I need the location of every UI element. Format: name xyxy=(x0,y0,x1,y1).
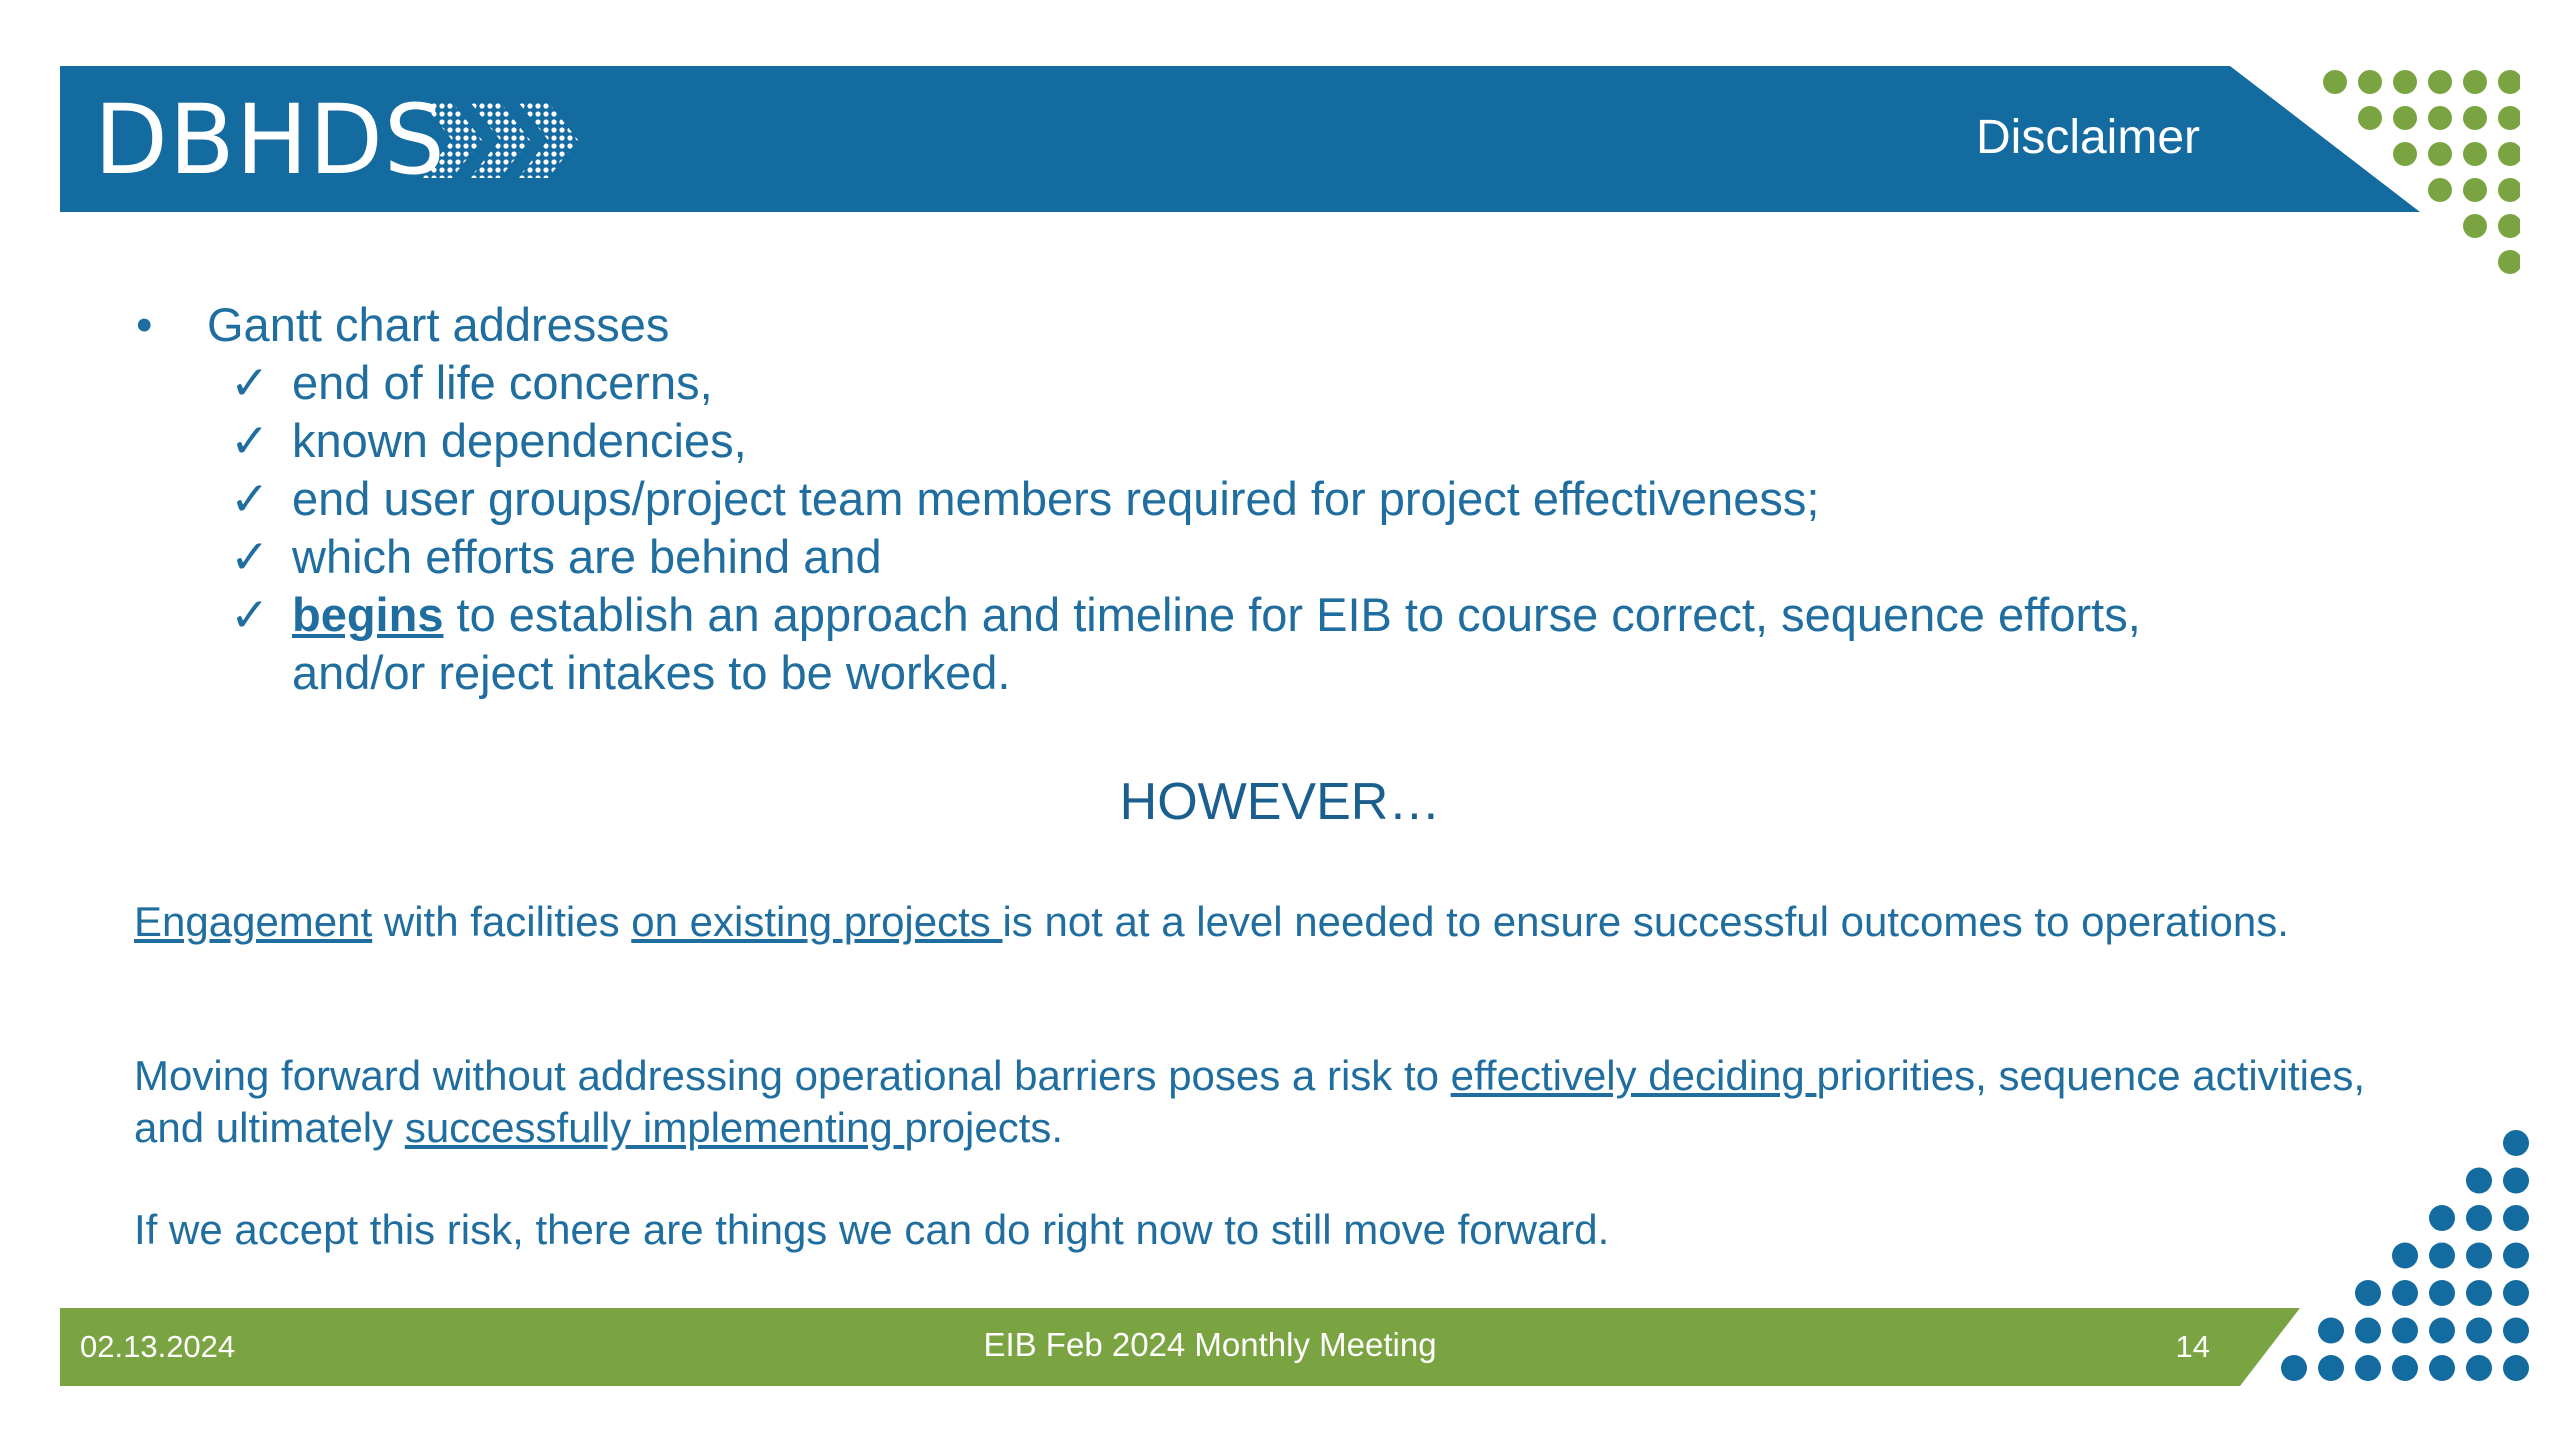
decorative-dot xyxy=(2355,1355,2381,1381)
decorative-dot xyxy=(2466,1168,2492,1194)
underlined-effectively-deciding: effectively deciding xyxy=(1450,1052,1817,1099)
check-text: to establish an approach and timeline for EIB to course correct, sequence efforts, xyxy=(443,588,2141,641)
slide-title: Disclaimer xyxy=(1975,111,2200,164)
check-item xyxy=(230,412,2332,470)
check-item xyxy=(230,470,2332,528)
decorative-dot xyxy=(2498,106,2520,130)
para-text: with facilities xyxy=(372,898,632,945)
decorative-dot xyxy=(2428,142,2452,166)
decorative-dot xyxy=(2503,1355,2529,1381)
decorative-dot xyxy=(2323,70,2347,94)
para-text: projects. xyxy=(904,1104,1064,1151)
check-list xyxy=(132,354,2332,702)
decorative-dot xyxy=(2498,214,2520,238)
decorative-dot xyxy=(2463,142,2487,166)
emphasis-begins: begins xyxy=(292,588,444,641)
decorative-dot xyxy=(2503,1168,2529,1194)
decorative-dot xyxy=(2429,1280,2455,1306)
decorative-dot xyxy=(2358,106,2382,130)
decorative-dot xyxy=(2503,1130,2529,1156)
decorative-dot xyxy=(2392,1280,2418,1306)
check-item xyxy=(230,354,2332,412)
decorative-dot xyxy=(2355,1318,2381,1344)
paragraph-engagement xyxy=(134,896,2384,948)
para-text: priorities, sequence activities, and ultimately xyxy=(134,1052,2366,1151)
checkmark-icon: ✓ xyxy=(230,356,270,409)
decorative-dot xyxy=(2393,106,2417,130)
decorative-dot xyxy=(2503,1318,2529,1344)
decorative-dot xyxy=(2429,1205,2455,1231)
para-text: is not at a level needed to ensure successful outcomes to operations. xyxy=(1002,898,2289,945)
underlined-successfully-implementing: successfully implementing xyxy=(404,1104,905,1151)
decorative-dot xyxy=(2463,214,2487,238)
logo-text: DBHDS xyxy=(94,84,446,196)
footer-date: 02.13.2024 xyxy=(80,1329,236,1364)
decorative-dot xyxy=(2463,106,2487,130)
paragraph-risk xyxy=(134,1050,2384,1154)
checkmark-icon: ✓ xyxy=(230,414,270,467)
paragraph-accept-risk: If we accept this risk, there are things we can do right now to still move forward. xyxy=(134,1206,1610,1253)
decorative-dot xyxy=(2429,1318,2455,1344)
decorative-green-dots xyxy=(2280,60,2520,280)
decorative-dot xyxy=(2466,1280,2492,1306)
decorative-dot xyxy=(2466,1243,2492,1269)
decorative-dot xyxy=(2318,1355,2344,1381)
decorative-dot xyxy=(2393,142,2417,166)
decorative-dot xyxy=(2498,142,2520,166)
decorative-dot xyxy=(2428,106,2452,130)
decorative-dot xyxy=(2355,1280,2381,1306)
decorative-dot xyxy=(2503,1243,2529,1269)
decorative-dot xyxy=(2281,1355,2307,1381)
decorative-dot xyxy=(2498,70,2520,94)
bullet-item xyxy=(132,296,2332,354)
check-text: end user groups/project team members required for project effectiveness; xyxy=(292,472,1820,525)
checkmark-icon: ✓ xyxy=(230,472,270,525)
footer-meeting-title: EIB Feb 2024 Monthly Meeting xyxy=(983,1326,1437,1363)
chevron-arrows-icon xyxy=(422,102,582,178)
check-item xyxy=(230,528,2332,586)
check-text-continued: and/or reject intakes to be worked. xyxy=(292,646,1011,699)
decorative-dot xyxy=(2318,1318,2344,1344)
decorative-blue-dots xyxy=(2250,1125,2540,1390)
decorative-dot xyxy=(2392,1243,2418,1269)
decorative-dot xyxy=(2466,1355,2492,1381)
decorative-dot xyxy=(2429,1243,2455,1269)
checkmark-icon: ✓ xyxy=(230,530,270,583)
decorative-dot xyxy=(2358,70,2382,94)
decorative-dot xyxy=(2503,1205,2529,1231)
bullet-heading: Gantt chart addresses xyxy=(207,298,670,351)
decorative-dot xyxy=(2503,1280,2529,1306)
checkmark-icon: ✓ xyxy=(230,588,270,641)
bullet-section xyxy=(132,296,2332,702)
para-text: Moving forward without addressing operational barriers poses a risk to xyxy=(134,1052,1451,1099)
decorative-dot xyxy=(2463,178,2487,202)
decorative-dot xyxy=(2498,178,2520,202)
decorative-dot xyxy=(2429,1355,2455,1381)
decorative-dot xyxy=(2466,1318,2492,1344)
underlined-engagement: Engagement xyxy=(134,898,373,945)
check-text: known dependencies, xyxy=(292,414,747,467)
decorative-dot xyxy=(2428,70,2452,94)
page-number: 14 xyxy=(2175,1329,2210,1364)
however-heading: HOWEVER… xyxy=(1119,773,1441,831)
underlined-existing-projects: on existing projects xyxy=(631,898,1003,945)
bullet-dot-icon: • xyxy=(136,298,153,351)
decorative-dot xyxy=(2392,1318,2418,1344)
check-text: end of life concerns, xyxy=(292,356,713,409)
check-text: which efforts are behind and xyxy=(292,530,882,583)
decorative-dot xyxy=(2428,178,2452,202)
decorative-dot xyxy=(2392,1355,2418,1381)
decorative-dot xyxy=(2498,250,2520,274)
check-item xyxy=(230,586,2332,702)
decorative-dot xyxy=(2393,70,2417,94)
decorative-dot xyxy=(2466,1205,2492,1231)
decorative-dot xyxy=(2463,70,2487,94)
